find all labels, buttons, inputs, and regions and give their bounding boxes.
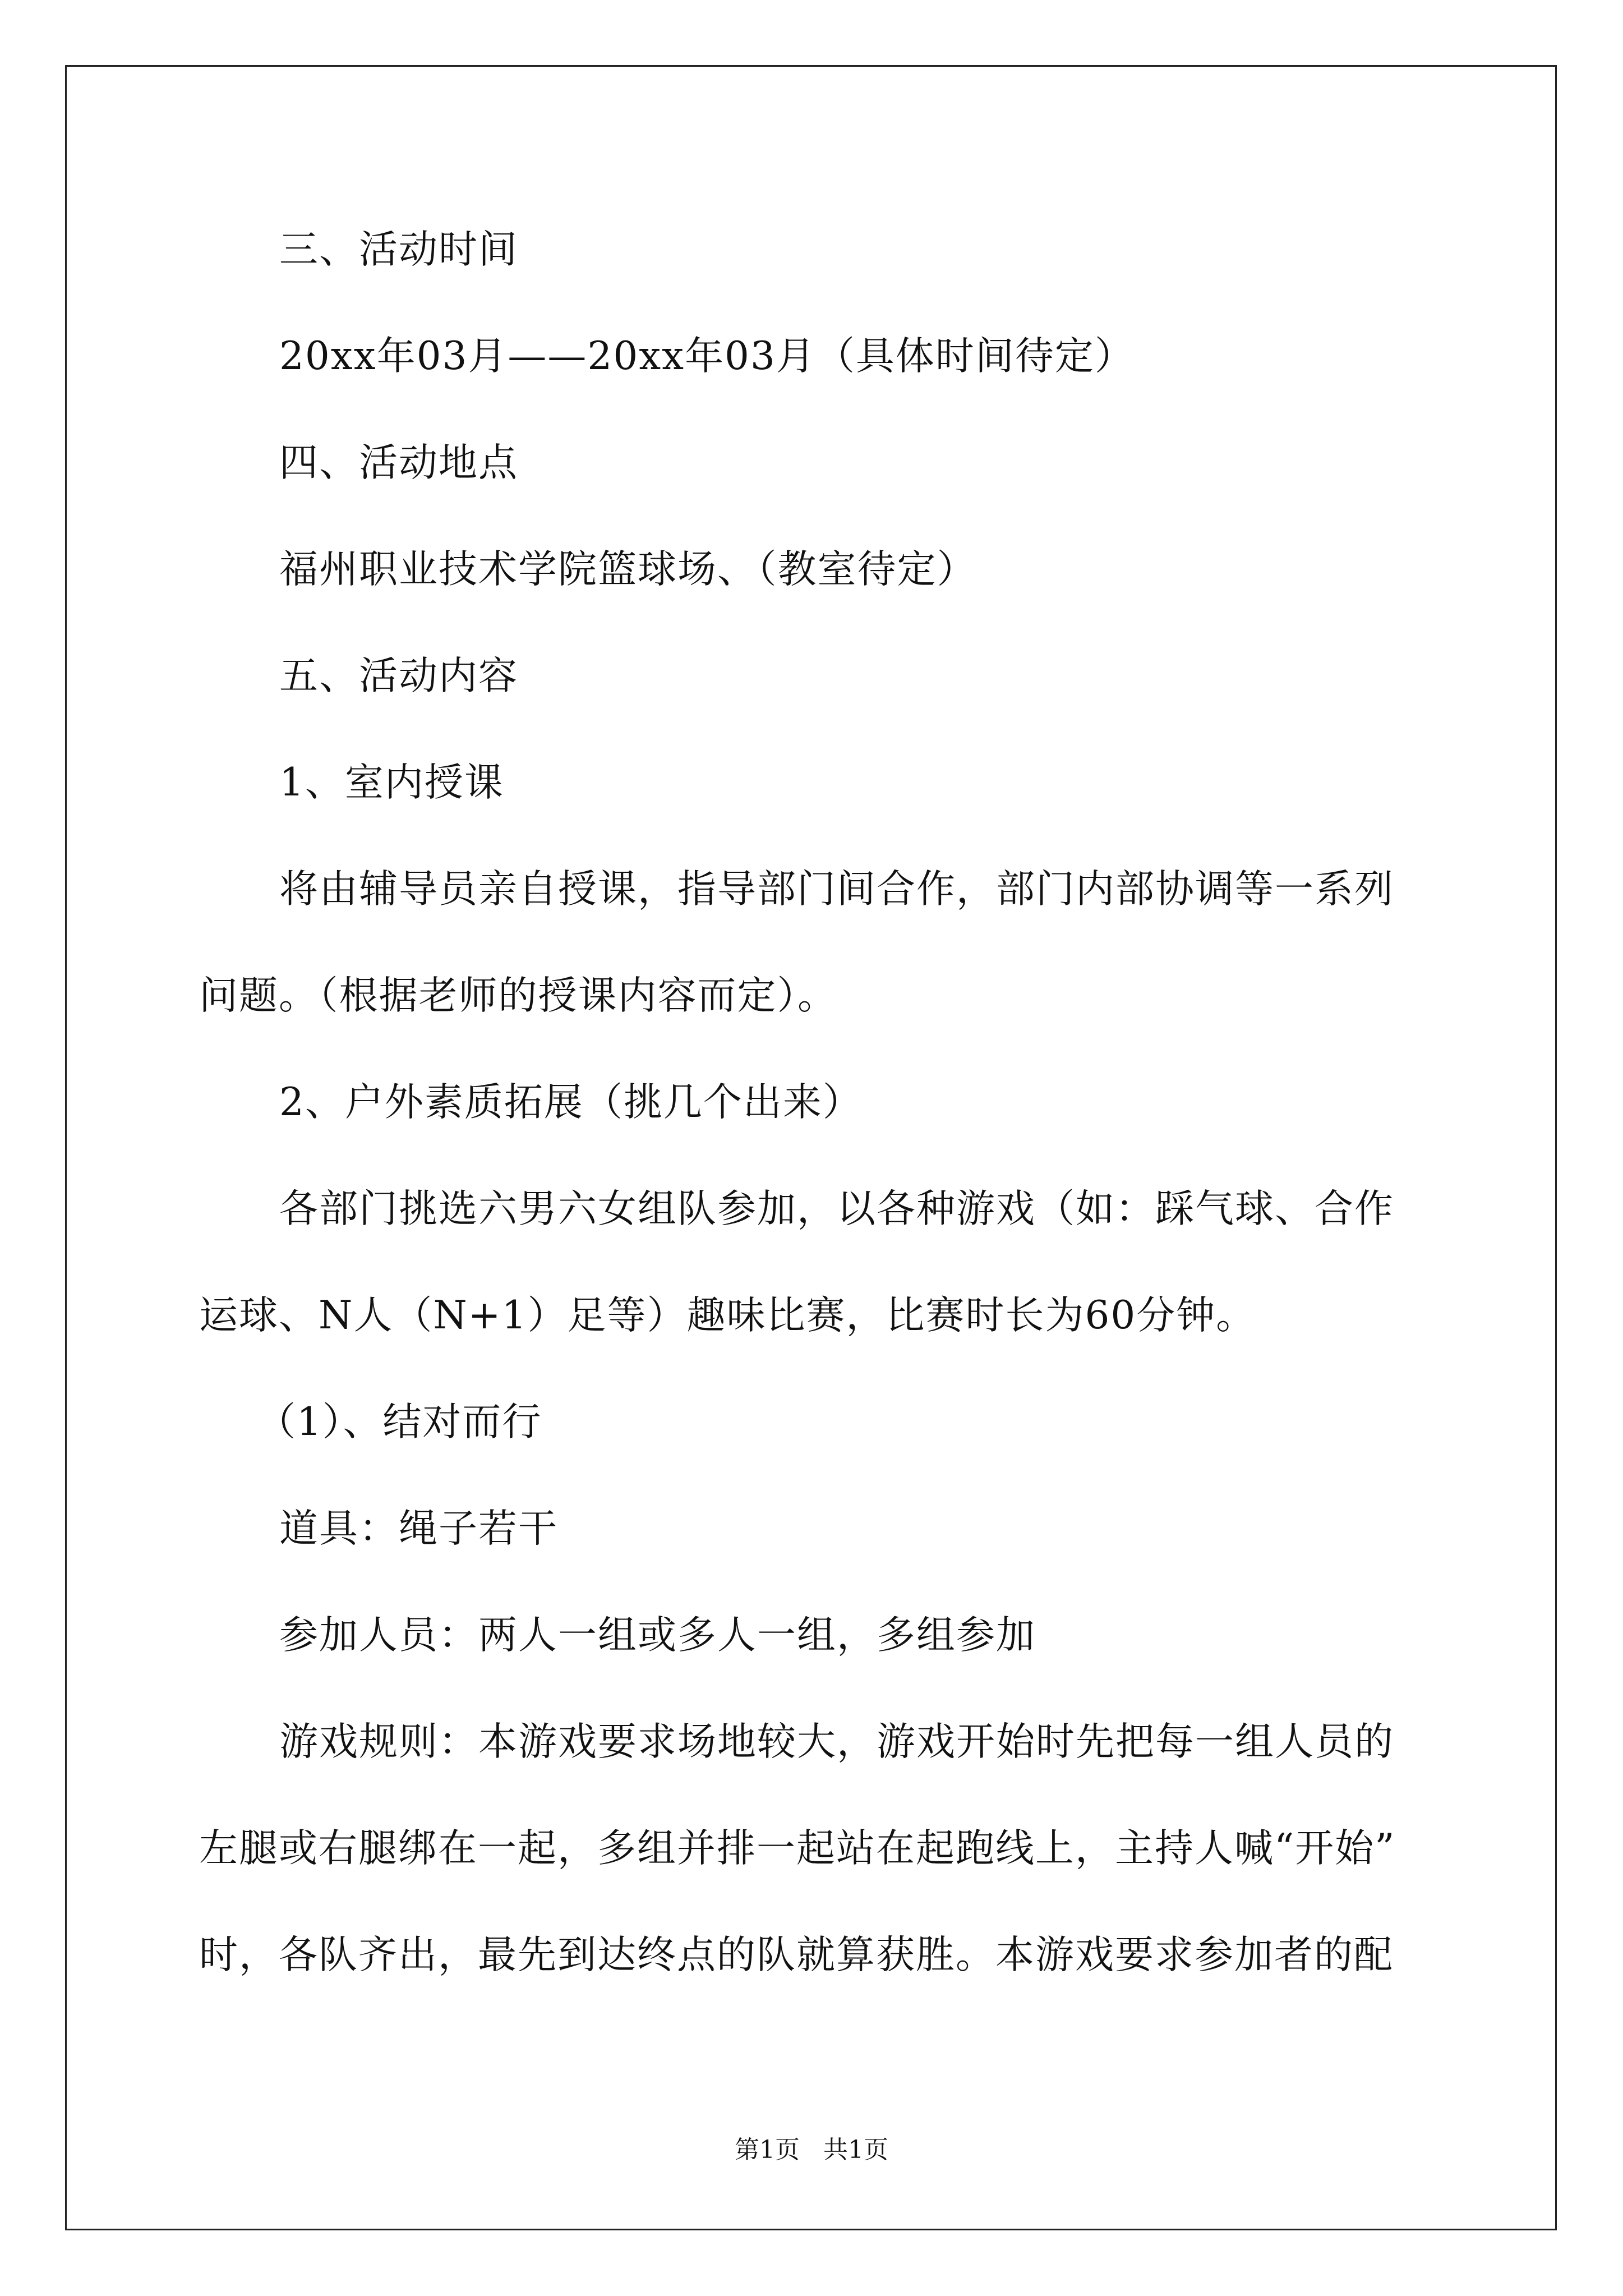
paragraph-location: 福州职业技术学院篮球场、（教室待定）: [279, 547, 977, 592]
paragraph-rules-line-3: 时，各队齐出，最先到达终点的队就算获胜。本游戏要求参加者的配: [199, 1932, 1394, 1977]
section-heading-time: 三、活动时间: [279, 227, 518, 272]
paragraph-lesson-line-2: 问题。（根据老师的授课内容而定）。: [199, 973, 837, 1018]
paragraph-participants: 参加人员：两人一组或多人一组，多组参加: [279, 1613, 1036, 1658]
paragraph-rules-line-2: 左腿或右腿绑在一起，多组并排一起站在起跑线上，主持人喊“开始”: [199, 1826, 1396, 1871]
paragraph-outdoor-line-1: 各部门挑选六男六女组队参加，以各种游戏（如：踩气球、合作: [279, 1186, 1394, 1231]
page-number-footer: 第1页 共1页: [735, 2136, 888, 2164]
paragraph-rules-line-1: 游戏规则：本游戏要求场地较大，游戏开始时先把每一组人员的: [279, 1719, 1394, 1764]
paragraph-time-range: 20xx年03月——20xx年03月（具体时间待定）: [279, 334, 1135, 379]
subheading-game-1: （1）、结对而行: [257, 1400, 542, 1444]
paragraph-props: 道具：绳子若干: [279, 1506, 558, 1551]
subheading-outdoor: 2、户外素质拓展（挑几个出来）: [279, 1080, 863, 1125]
page-border: [65, 65, 1557, 2230]
section-heading-content: 五、活动内容: [279, 654, 518, 698]
paragraph-outdoor-line-2: 运球、N人（N+1）足等）趣味比赛，比赛时长为60分钟。: [199, 1293, 1256, 1338]
paragraph-lesson-line-1: 将由辅导员亲自授课，指导部门间合作，部门内部协调等一系列: [279, 867, 1394, 912]
section-heading-location: 四、活动地点: [279, 440, 518, 485]
subheading-indoor-lesson: 1、室内授课: [279, 760, 504, 805]
